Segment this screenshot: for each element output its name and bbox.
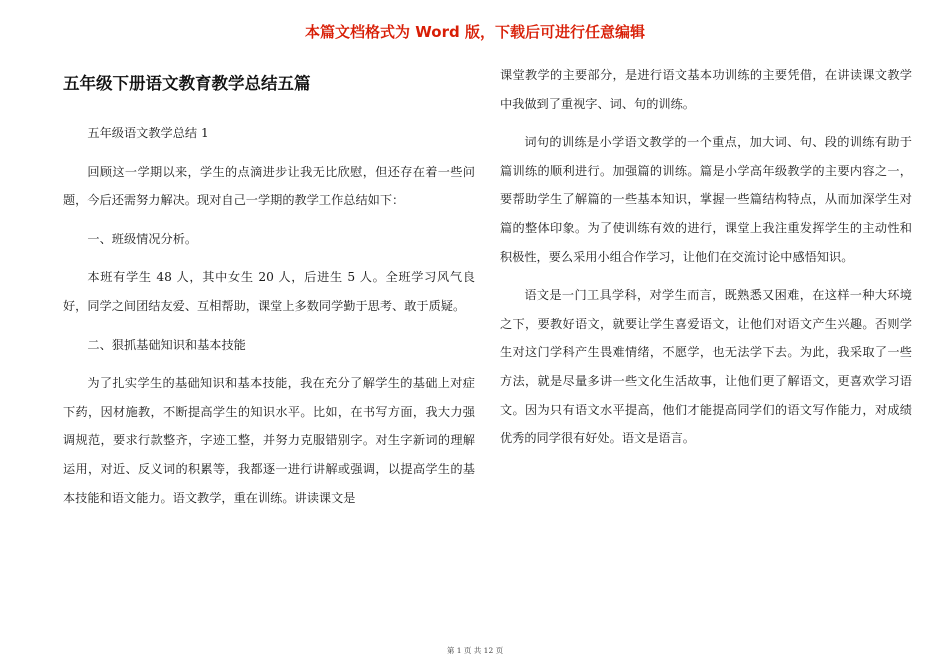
paragraph-intro: 回顾这一学期以来，学生的点滴进步让我无比欣慰，但还存在着一些问题，今后还需努力解决。现对自己一学期的教学工作总结如下： <box>63 164 475 208</box>
paragraph-continued: 课堂教学的主要部分，是进行语文基本功训练的主要凭借，在讲读课文教学中我做到了重视字、词、句的训练。 <box>500 68 912 111</box>
download-notice-banner: 本篇文档格式为 Word 版，下载后可进行任意编辑 <box>305 23 645 41</box>
document-title: 五年级下册语文教育教学总结五篇 <box>63 74 311 93</box>
left-text-column <box>63 119 475 522</box>
paragraph-basics-heading: 二、狠抓基础知识和基本技能 <box>87 337 246 352</box>
paragraph-basics: 为了扎实学生的基础知识和基本技能，我在充分了解学生的基础上对症下药，因材施教，不断提高学生的知识水平。比如，在书写方面，我大力强调规范，要求行款整齐，字迹工整，并努力克服错别字。对生字新词的理解运用，对近、反义词的积累等，我都逐一进行讲解或强调，以提高学生的基本技能和语文能力。语文教学，重在训练。讲读课文是 <box>63 376 475 505</box>
paragraph-class-analysis: 本班有学生 48 人，其中女生 20 人，后进生 5 人。全班学习风气良好，同学之间团结友爱、互相帮助，课堂上多数同学勤于思考、敢于质疑。 <box>63 270 475 313</box>
right-text-column <box>500 61 912 463</box>
paragraph-section-heading: 五年级语文教学总结 1 <box>87 126 209 140</box>
page-number-footer: 第 1 页 共 12 页 <box>446 646 504 655</box>
paragraph-subject-interest: 语文是一门工具学科，对学生而言，既熟悉又困难，在这样一种大环境之下，要教好语文，就要让学生喜爱语文，让他们对语文产生兴趣。否则学生对这门学科产生畏难情绪，不愿学，也无法学下去。为此，我采取了一些方法，就是尽量多讲一些文化生活故事，让他们更了解语文，更喜欢学习语文。因为只有语文水平提高，他们才能提高同学们的语文写作能力，对成绩优秀的同学很有好处。语文是语言。 <box>500 288 912 446</box>
paragraph-word-training: 词句的训练是小学语文教学的一个重点，加大词、句、段的训练有助于篇训练的顺利进行。加强篇的训练。篇是小学高年级教学的主要内容之一，要帮助学生了解篇的一些基本知识，掌握一些篇结构特点，从而加深学生对篇的整体印象。为了使训练有效的进行，课堂上我注重发挥学生的主动性和积极性，要么采用小组合作学习，让他们在交流讨论中感悟知识。 <box>500 135 912 264</box>
paragraph-class-analysis-heading: 一、班级情况分析。 <box>87 231 198 246</box>
